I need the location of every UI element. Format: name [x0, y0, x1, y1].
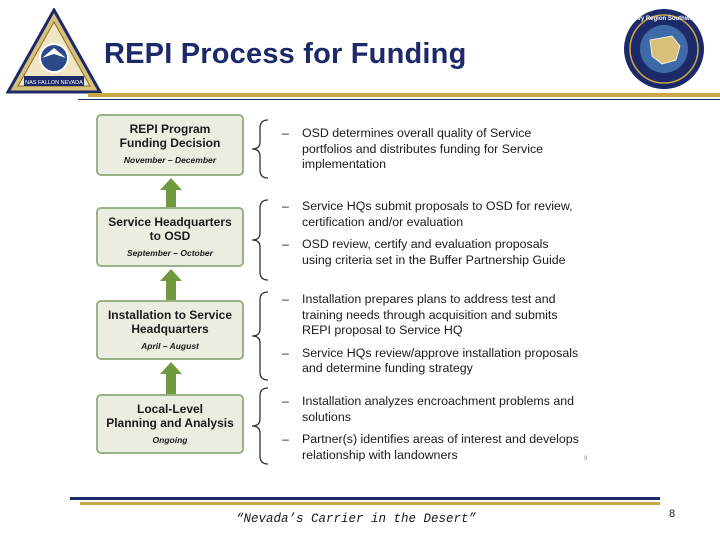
repi-process-diagram [92, 110, 600, 470]
stage-box-service-hq-to-osd [96, 207, 244, 267]
page-number: 8 [669, 508, 676, 520]
bullet-item: – Service HQs review/approve installation proposals and determine funding strategy [282, 345, 579, 376]
stage-title: REPI Program Funding Decision [119, 122, 221, 150]
bullet-item: – Installation prepares plans to address test and training needs through acquisition and submits REPI proposal to Service HQ [282, 292, 558, 338]
stage-period: Ongoing [152, 435, 188, 445]
stage-4-bullets [280, 394, 580, 470]
stage-title: Local-Level Planning and Analysis [106, 402, 234, 430]
stage-box-funding-decision [96, 114, 244, 176]
bullet-item: – Installation analyzes encroachment problems and solutions [282, 394, 575, 424]
curly-brace-icon [250, 198, 270, 282]
stage-box-installation-to-service-hq [96, 300, 244, 360]
nas-fallon-logo [6, 8, 102, 94]
stage-period: November – December [123, 155, 217, 165]
header-gold-rule [88, 93, 720, 97]
curly-brace-icon [250, 118, 270, 180]
footer-navy-rule [70, 497, 660, 500]
footer-gold-rule [80, 502, 660, 505]
right-logo-text: Navy Region Southwest [629, 16, 699, 22]
stage-period: April – August [141, 341, 199, 351]
stage-title: Installation to Service Headquarters [107, 308, 233, 336]
page-title: REPI Process for Funding [104, 38, 467, 70]
stage-box-local-level-planning [96, 394, 244, 454]
curly-brace-icon [250, 290, 270, 382]
bullet-item: – OSD determines overall quality of Service portfolios and distributes funding for Service implementation [282, 126, 544, 172]
bullet-item: – Partner(s) identifies areas of interest and develops relationship with landowners [282, 432, 579, 462]
stage-title: Service Headquarters to OSD [108, 215, 232, 243]
bullet-item: – OSD review, certify and evaluation proposals using criteria set in the Buffer Partnership Guide [282, 237, 566, 267]
up-arrow-icon [160, 269, 182, 303]
curly-brace-icon [250, 386, 270, 466]
header-navy-rule [78, 99, 720, 100]
footer-motto: “Nevada’s Carrier in the Desert” [236, 512, 477, 526]
left-logo-text: NAS FALLON NEVADA [25, 80, 83, 86]
up-arrow-icon [160, 362, 182, 396]
navy-region-southwest-seal [614, 6, 712, 92]
stage-2-bullets [280, 199, 580, 275]
diagram-corner-mark: 9 [584, 456, 588, 462]
bullet-item: – Service HQs submit proposals to OSD for review, certification and/or evaluation [282, 199, 573, 229]
stage-3-bullets [280, 292, 580, 384]
stage-1-bullets [280, 126, 580, 180]
stage-period: September – October [127, 248, 213, 258]
